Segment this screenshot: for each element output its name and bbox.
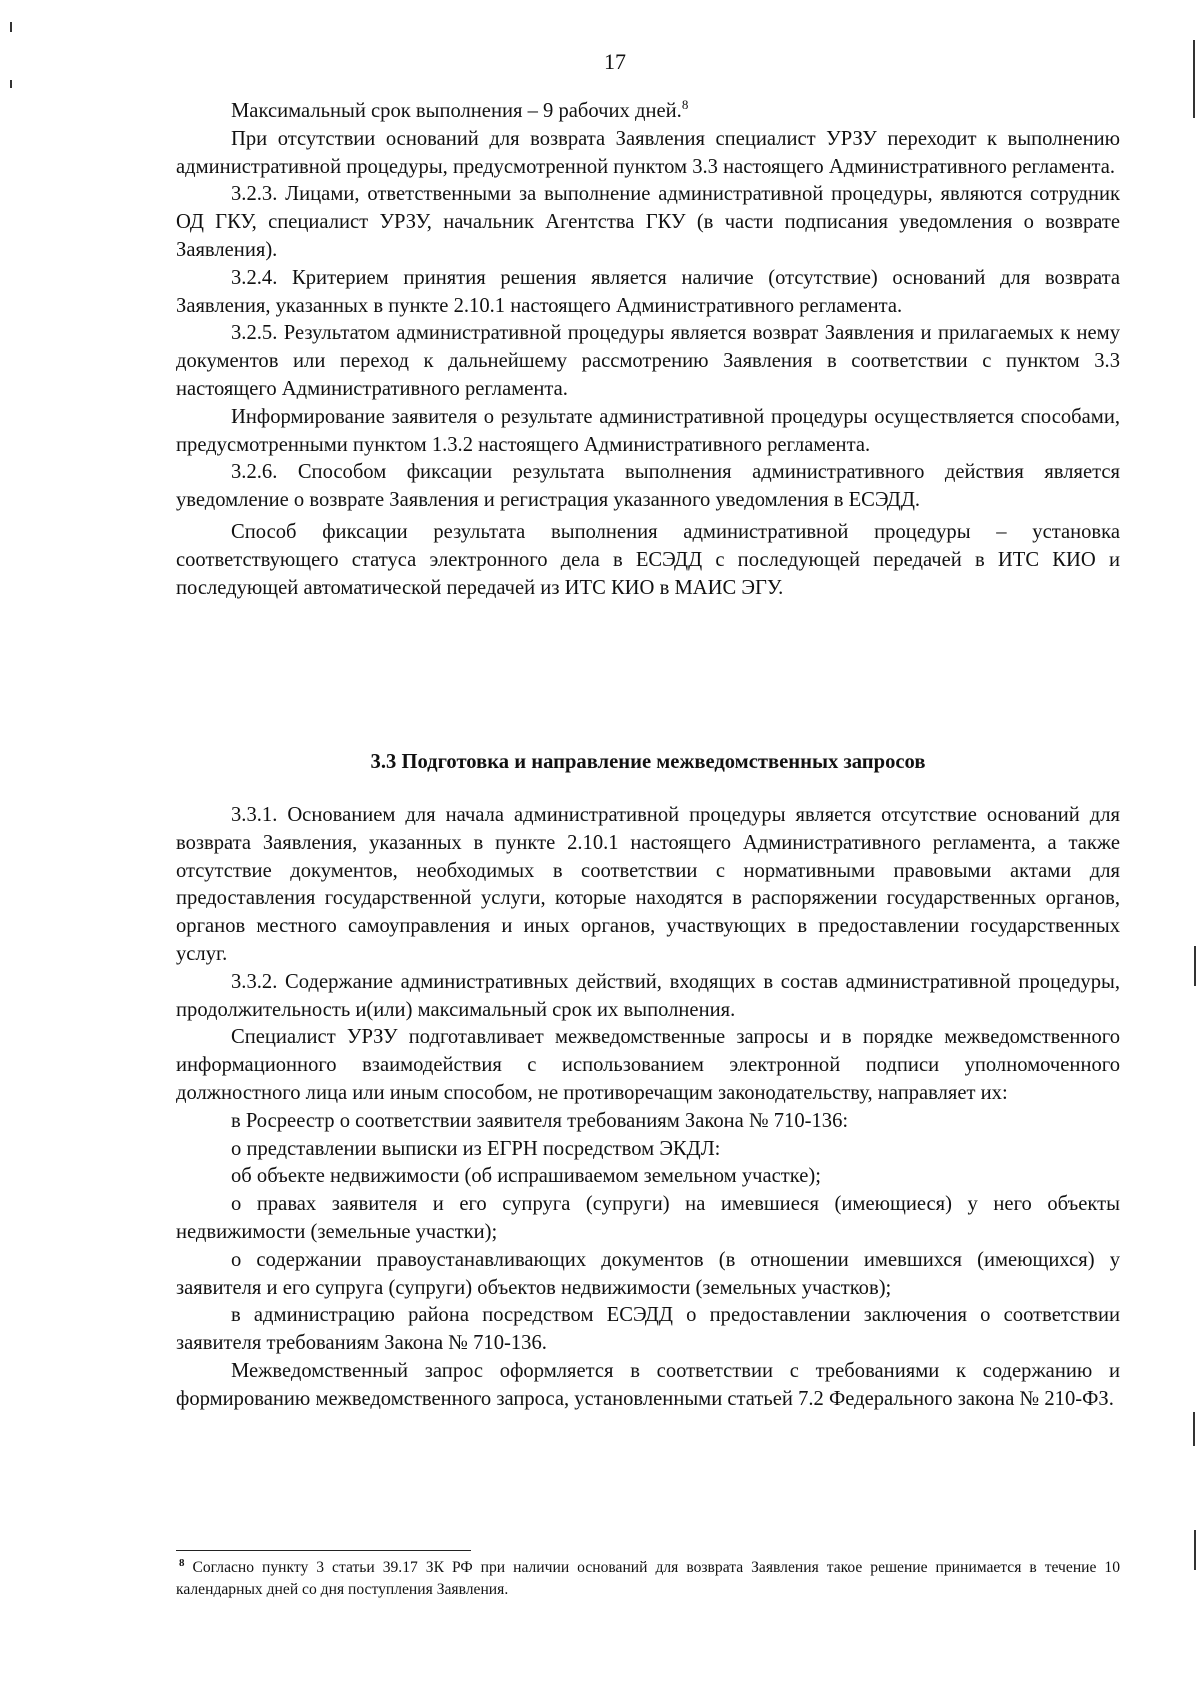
footnote-separator: [176, 1550, 471, 1551]
scan-edge-mark: [1194, 1530, 1196, 1570]
body-text: [176, 98, 1120, 602]
footnote-text: Согласно пункту 3 статьи 39.17 ЗК РФ при наличии оснований для возврата Заявления такое решение принимается в течение 10 календарных дней со дня поступления Заявления.: [176, 1559, 1120, 1598]
scan-edge-mark: [1193, 1412, 1195, 1446]
paragraph: При отсутствии оснований для возврата Заявления специалист УРЗУ переходит к выполнению административной процедуры, предусмотренной пунктом 3.3 настоящего Административного регламента.: [176, 127, 1120, 178]
paragraph-text: Максимальный срок выполнения – 9 рабочих дней.: [231, 100, 682, 122]
paragraph: Способ фиксации результата выполнения административной процедуры – установка соответствующего статуса электронного дела в ЕСЭДД с последующей передачей в ИТС КИО и последующей автоматической передачей из ИТС КИО в МАИС ЭГУ.: [176, 520, 1120, 599]
scan-edge-mark: [10, 80, 12, 88]
paragraph: [176, 98, 1120, 126]
paragraph: Межведомственный запрос оформляется в соответствии с требованиями к содержанию и формированию межведомственного запроса, установленными статьей 7.2 Федерального закона № 210-ФЗ.: [176, 1359, 1120, 1410]
list-item: о правах заявителя и его супруга (супруги) на имевшиеся (имеющиеся) у него объекты недвижимости (земельные участки);: [176, 1193, 1120, 1243]
list-item: о содержании правоустанавливающих документов (в отношении имевшихся (имеющихся) у заявителя и его супруга (супруги) объектов недвижимости (земельных участков);: [176, 1248, 1120, 1299]
footnote-reference: 8: [681, 97, 689, 113]
paragraph: 3.3.1. Основанием для начала административной процедуры является отсутствие оснований для возврата Заявления, указанных в пункте 2.10.1 настоящего Административного регламента, а также отсутствие документов, необходимых в соответствии с нормативными правовыми актами для предоставления государственной услуги, которые находятся в распоряжении государственных органов, органов местного самоуправления и иных органов, участвующих в предоставлении государственных услуг.: [176, 804, 1120, 965]
paragraph: 3.2.6. Способом фиксации результата выполнения административного действия является уведомление о возврате Заявления и регистрация указанного уведомления в ЕСЭДД.: [176, 461, 1120, 512]
scan-edge-mark: [1194, 946, 1196, 986]
list-item: об объекте недвижимости (об испрашиваемом земельном участке);: [231, 1165, 822, 1188]
scan-edge-mark: [1193, 40, 1195, 118]
paragraph: 3.2.5. Результатом административной процедуры является возврат Заявления и прилагаемых к нему документов или переход к дальнейшему рассмотрению Заявления в соответствии с пунктом 3.3 настоящего Административного регламента.: [176, 322, 1120, 400]
paragraph: 3.3.2. Содержание административных действий, входящих в состав административной процедуры, продолжительность и(или) максимальный срок их выполнения.: [176, 970, 1120, 1021]
section-heading: 3.3 Подготовка и направление межведомственных запросов: [370, 751, 926, 773]
list-item: в Росреестр о соответствии заявителя требованиям Закона № 710-136:: [231, 1109, 849, 1132]
list-item: в администрацию района посредством ЕСЭДД о предоставлении заключения о соответствии заявителя требованиям Закона № 710-136.: [176, 1304, 1120, 1355]
paragraph: 3.2.4. Критерием принятия решения является наличие (отсутствие) оснований для возврата Заявления, указанных в пункте 2.10.1 настоящего Административного регламента.: [176, 266, 1120, 317]
page-number: 17: [604, 49, 626, 74]
paragraph: Специалист УРЗУ подготавливает межведомственные запросы и в порядке межведомственного информационного взаимодействия с использованием электронной подписи уполномоченного должностного лица или иным способом, не противоречащим законодательству, направляет их:: [176, 1026, 1120, 1104]
paragraph: Информирование заявителя о результате административной процедуры осуществляется способами, предусмотренными пунктом 1.3.2 настоящего Административного регламента.: [176, 405, 1120, 456]
section-body-text: [176, 802, 1120, 1414]
footnote: [176, 1557, 1120, 1601]
footnote-mark: 8: [179, 1556, 185, 1569]
list-item: о представлении выписки из ЕГРН посредством ЭКДЛ:: [231, 1137, 721, 1160]
paragraph: 3.2.3. Лицами, ответственными за выполнение административной процедуры, являются сотрудник ОД ГКУ, специалист УРЗУ, начальник Агентства ГКУ (в части подписания уведомления о возврате Заявления).: [176, 183, 1120, 261]
scan-edge-mark: [10, 22, 12, 32]
